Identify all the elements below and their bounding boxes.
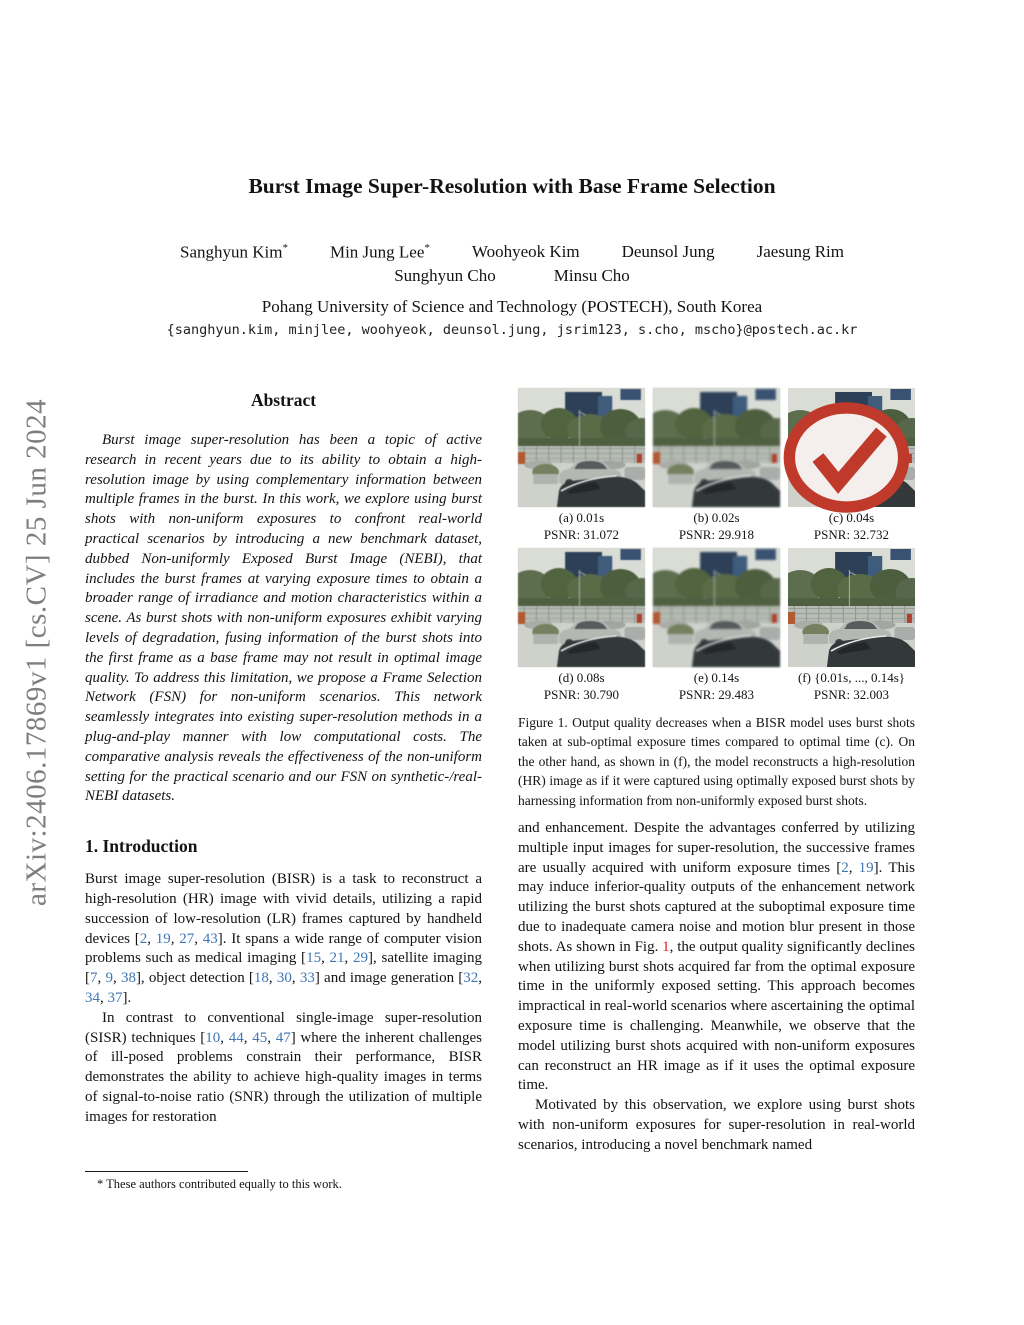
paper-title: Burst Image Super-Resolution with Base Frame Selection — [248, 174, 776, 198]
arxiv-watermark: arXiv:2406.17869v1 [cs.CV] 25 Jun 2024 — [20, 398, 53, 906]
subimage-exposure-label: (c) 0.04s — [828, 510, 875, 525]
burst-photo — [653, 388, 780, 507]
figure1-grid — [518, 388, 915, 703]
intro-paragraph-1: Burst image super-resolution (BISR) is a task to reconstruct a high-resolution (HR) image with vivid details, utilizing a rapid succession of low-resolution (LR) frames captured by handheld devices [2, 19, 27, 43]. It spans a wide range of computer vision problems such as medical imaging [15, 21, 29], satellite imaging [7, 9, 38], object detection [18, 30, 33] and image generation [32, 34, 37]. — [85, 871, 483, 1006]
subimage-psnr-value: PSNR: 29.918 — [678, 526, 755, 542]
citation-link[interactable]: 2 — [841, 859, 849, 876]
abstract-text: Burst image super-resolution has been a topic of active research in recent years due to its ability to obtain a high-resolution image by using complementary information between multiple frames in the burst. In this work, we explore using burst shots with non-uniform exposures to confront real-world practical scenarios by introducing a new benchmark dataset, dubbed Non-uniformly Exposed Burst Image (NEBI), that includes the burst frames at varying exposure times to obtain a broader range of irradiance and motion characteristics within a scene. As burst shots with non-uniform exposures exhibit varying levels of degradation, fusing information of the burst shots into the first frame as a base frame may not result in optimal image quality. To address this limitation, we propose a Frame Selection Network (FSN) for non-uniform scenarios. This network seamlessly integrates into existing super-resolution methods in a plug-and-play manner with low computational costs. The comparative analysis reveals the effectiveness of the non-uniform setting for the practical scenario and our FSN on synthetic-/real- NEBI datasets. — [85, 432, 482, 805]
subimage-exposure-label: (f) {0.01s, ..., 0.14s} — [797, 670, 906, 685]
citation-link[interactable]: 7 — [90, 970, 98, 987]
burst-photo — [653, 548, 780, 667]
citation-link[interactable]: 45 — [252, 1029, 268, 1046]
figure-reference-link[interactable]: 1 — [662, 938, 670, 955]
citation-link[interactable]: 30 — [276, 970, 292, 987]
subimage-psnr-value: PSNR: 29.483 — [678, 686, 755, 702]
citation-link[interactable]: 43 — [202, 930, 218, 947]
burst-photo — [518, 388, 645, 507]
subimage-psnr-value: PSNR: 32.732 — [813, 526, 890, 542]
author-emails: {sanghyun.kim, minjlee, woohyeok, deunsol.jung, jsrim123, s.cho, mscho}@postech.ac.kr — [166, 322, 858, 338]
body-paragraph-continued: and enhancement. Despite the advantages conferred by utilizing multiple input images for super-resolution, the successive frames are usually acquired with uniform exposure times [2, 19]. This may induce inferior-quality outputs of the enhancement network utilizing the burst shots captured at the suboptimal exposure time due to inadequate camera noise and motion blur present in those shots. As shown in Fig. 1, the output quality significantly declines when utilizing burst shots acquired far from the optimal exposure time in the uniformly exposed setting. This approach becomes impractical in real-world scenarios where ascertaining the optimal exposure time is challenging. Meanwhile, we observe that the model utilizing burst shots acquired with non-uniform exposures can reconstruct an HR image as if it uses the optimal exposure time. — [518, 820, 915, 1094]
citation-link[interactable]: 27 — [179, 930, 195, 947]
figure1-subimage — [788, 548, 915, 703]
author-name: Sanghyun Kim* — [179, 242, 288, 262]
citation-link[interactable]: 47 — [275, 1029, 291, 1046]
subimage-exposure-label: (d) 0.08s — [558, 670, 605, 685]
citation-link[interactable]: 21 — [329, 950, 345, 967]
burst-photo — [518, 548, 645, 667]
citation-link[interactable]: 38 — [120, 970, 136, 987]
citation-link[interactable]: 34 — [85, 989, 100, 1006]
citation-link[interactable]: 19 — [858, 859, 874, 876]
author-name: Min Jung Lee* — [329, 242, 430, 262]
affiliation: Pohang University of Science and Technology (POSTECH), South Korea — [261, 297, 763, 316]
footnote-rule — [85, 1171, 248, 1172]
optimal-checkmark-icon — [783, 380, 910, 535]
equal-contribution-footnote: * These authors contributed equally to this work. — [97, 1177, 342, 1191]
abstract-heading: Abstract — [250, 390, 317, 410]
citation-link[interactable]: 37 — [107, 989, 123, 1006]
footnote-block — [85, 1171, 482, 1192]
authors-line-1 — [0, 242, 1024, 263]
left-column — [85, 388, 482, 1128]
figure1-caption: Figure 1. Output quality decreases when a BISR model uses burst shots taken at sub-optimal exposure times compared to optimal time (c). On the other hand, as shown in (f), the model reconstructs a high-resolution (HR) image as if it were captured using optimally exposed burst shots by harnessing information from non-uniformly exposed burst shots. — [518, 715, 915, 808]
citation-link[interactable]: 2 — [139, 930, 148, 947]
author-name: Sunghyun Cho — [394, 266, 496, 285]
citation-link[interactable]: 10 — [205, 1029, 221, 1046]
intro-paragraph-2: In contrast to conventional single-image super-resolution (SISR) techniques [10, 44, 45, 47] where the inherent challenges of ill-posed problems constrain their performance, BISR demonstrates the ability to achieve high-quality images in terms of signal-to-noise ratio (SNR) through the utilization of multiple images for restoration — [85, 1009, 483, 1125]
author-name: Minsu Cho — [553, 266, 630, 285]
figure1-subimage — [653, 388, 780, 543]
citation-link[interactable]: 15 — [306, 950, 322, 967]
citation-link[interactable]: 29 — [353, 950, 369, 967]
subimage-psnr-value: PSNR: 31.072 — [543, 526, 620, 542]
figure1-subimage — [788, 388, 915, 543]
right-column — [518, 388, 915, 1156]
citation-link[interactable]: 32 — [463, 970, 479, 987]
section-heading-introduction: 1. Introduction — [85, 836, 198, 857]
authors-line-2 — [0, 266, 1024, 286]
burst-photo — [788, 388, 915, 507]
subimage-psnr-value: PSNR: 30.790 — [543, 686, 620, 702]
subimage-psnr-value: PSNR: 32.003 — [813, 686, 890, 702]
subimage-exposure-label: (b) 0.02s — [693, 510, 740, 525]
subimage-exposure-label: (a) 0.01s — [558, 510, 605, 525]
citation-link[interactable]: 33 — [299, 970, 315, 987]
author-name: Woohyeok Kim — [471, 242, 580, 261]
citation-link[interactable]: 18 — [253, 970, 269, 987]
figure1-subimage — [518, 548, 645, 703]
author-name: Jaesung Rim — [756, 242, 844, 261]
body-paragraph-motivated: Motivated by this observation, we explore using burst shots with non-uniform exposures for super-resolution in real-world scenarios, introducing a novel benchmark named — [518, 1097, 915, 1153]
citation-link[interactable]: 19 — [155, 930, 171, 947]
citation-link[interactable]: 44 — [228, 1029, 244, 1046]
subimage-exposure-label: (e) 0.14s — [693, 670, 740, 685]
citation-link[interactable]: 9 — [105, 970, 113, 987]
author-name: Deunsol Jung — [621, 242, 715, 261]
burst-photo — [788, 548, 915, 667]
figure1-subimage — [653, 548, 780, 703]
figure1-subimage — [518, 388, 645, 543]
